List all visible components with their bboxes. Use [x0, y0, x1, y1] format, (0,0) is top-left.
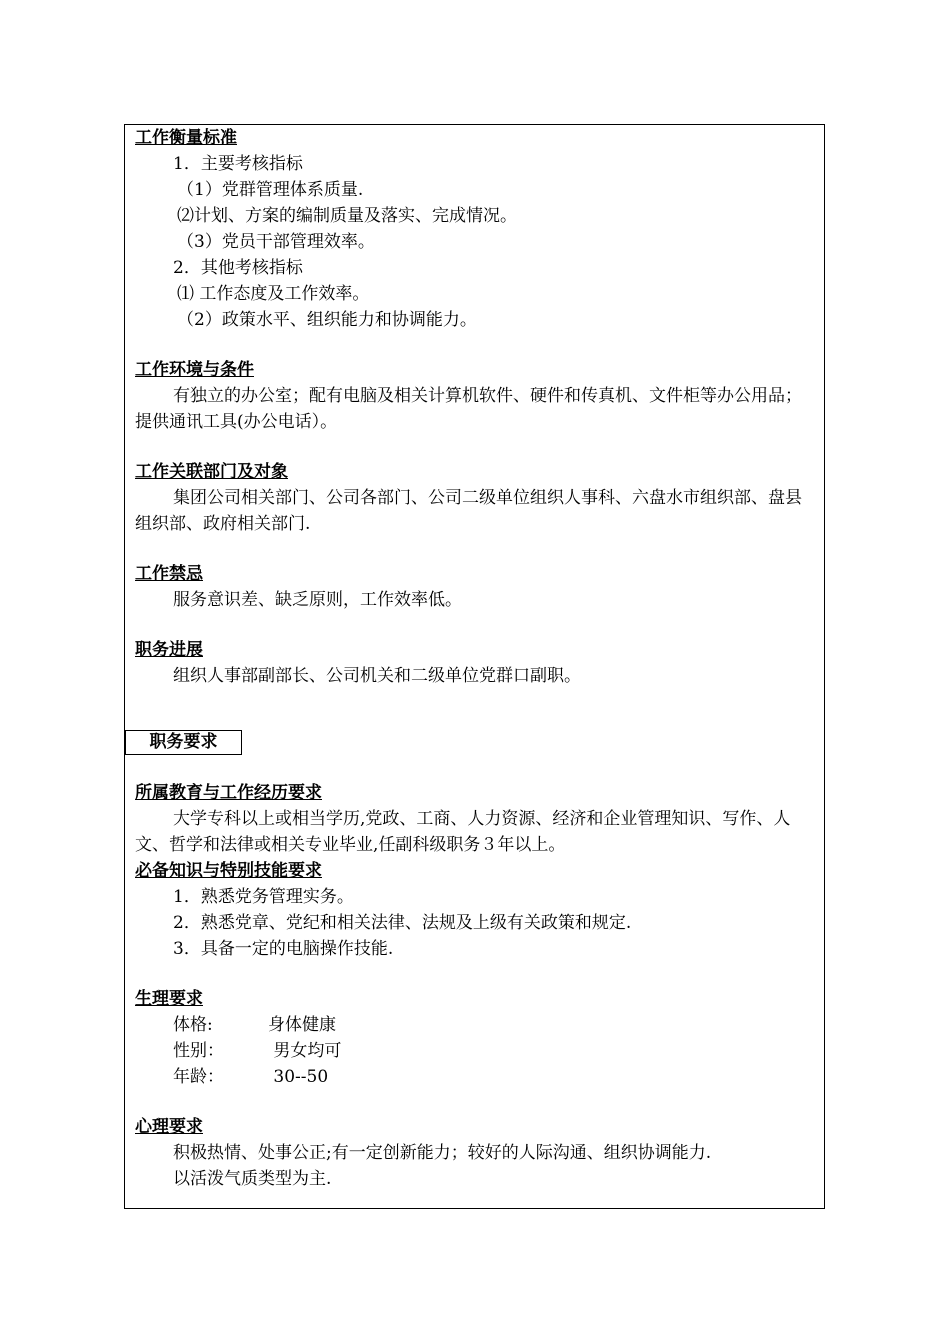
relations-heading: 工作关联部门及对象 — [135, 462, 288, 482]
environment-heading: 工作环境与条件 — [135, 360, 254, 380]
physical-label: 体格: — [173, 1015, 213, 1035]
physical-label: 年龄： — [173, 1067, 224, 1087]
physical-value: 身体健康 — [268, 1015, 336, 1035]
physical-row — [135, 1064, 814, 1090]
document-frame — [124, 124, 825, 1209]
environment-text: 有独立的办公室；配有电脑及相关计算机软件、硬件和传真机、文件柜等办公用品；提供通讯工具(办公电话）。 — [135, 386, 802, 432]
psychological-heading: 心理要求 — [135, 1117, 203, 1137]
requirements-content — [135, 780, 814, 1192]
skills-heading: 必备知识与特别技能要求 — [135, 861, 322, 881]
psychological-line: 积极热情、处事公正;有一定创新能力；较好的人际沟通、组织协调能力. — [173, 1143, 712, 1163]
measurement-line: （2）政策水平、组织能力和协调能力。 — [177, 310, 477, 330]
requirements-label: 职务要求 — [125, 730, 242, 755]
psychological-line: 以活泼气质类型为主. — [173, 1169, 332, 1189]
measurement-heading: 工作衡量标准 — [135, 128, 237, 148]
measurement-line: 2．其他考核指标 — [173, 258, 303, 278]
education-text: 大学专科以上或相当学历,党政、工商、人力资源、经济和企业管理知识、写作、人文、哲学和法律或相关专业毕业,任副科级职务３年以上。 — [135, 809, 791, 855]
skills-line: 2．熟悉党章、党纪和相关法律、法规及上级有关政策和规定. — [173, 913, 632, 933]
physical-label: 性别： — [173, 1041, 224, 1061]
physical-heading: 生理要求 — [135, 989, 203, 1009]
physical-row — [135, 1038, 814, 1064]
progression-text: 组织人事部副部长、公司机关和二级单位党群口副职。 — [173, 666, 581, 686]
measurement-line: ⑵计划、方案的编制质量及落实、完成情况。 — [177, 206, 517, 226]
relations-text: 集团公司相关部门、公司各部门、公司二级单位组织人事科、六盘水市组织部、盘县组织部、政府相关部门. — [135, 488, 802, 534]
measurement-line: 1．主要考核指标 — [173, 154, 303, 174]
education-heading: 所属教育与工作经历要求 — [135, 783, 322, 803]
skills-line: 3．具备一定的电脑操作技能. — [173, 939, 394, 959]
taboos-text: 服务意识差、缺乏原则，工作效率低。 — [173, 590, 462, 610]
document-content — [135, 125, 814, 689]
taboos-heading: 工作禁忌 — [135, 564, 203, 584]
progression-heading: 职务进展 — [135, 640, 203, 660]
measurement-line: （3）党员干部管理效率。 — [177, 232, 375, 252]
physical-value: 30--50 — [268, 1067, 329, 1087]
physical-row — [135, 1012, 814, 1038]
measurement-line: ⑴ 工作态度及工作效率。 — [177, 284, 370, 304]
skills-line: 1．熟悉党务管理实务。 — [173, 887, 354, 907]
physical-value: 男女均可 — [268, 1041, 342, 1061]
measurement-line: （1）党群管理体系质量. — [177, 180, 364, 200]
